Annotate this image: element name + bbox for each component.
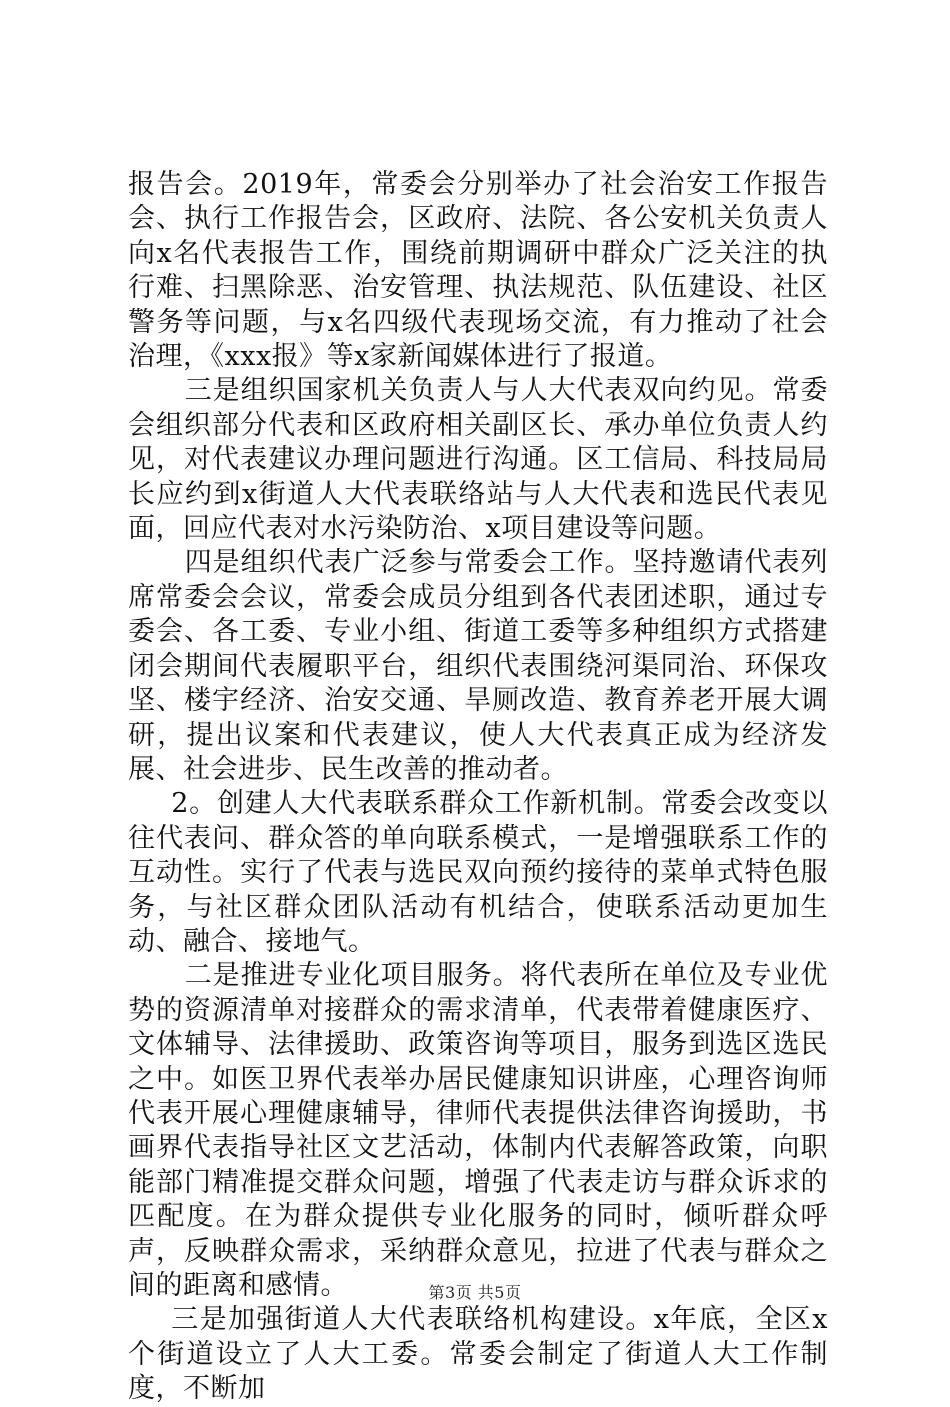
paragraph-1: 报告会。2019年，常委会分别举办了社会治安工作报告会、执行工作报告会，区政府、法院、各公安机关负责人向x名代表报告工作，围绕前期调研中群众广泛关注的执行难、扫黑除恶、治安管理、执法规范、队伍建设、社区警务等问题，与x名四级代表现场交流，有力推动了社会治理，《xxx报》等x家新闻媒体进行了报道。 [128, 169, 828, 373]
paragraph-4: 2。创建人大代表联系群众工作新机制。常委会改变以往代表问、群众答的单向联系模式，一是增强联系工作的互动性。实行了代表与选民双向预约接待的菜单式特色服务，与社区群众团队活动有机结合，使联系活动更加生动、融合、接地气。 [128, 788, 828, 957]
paragraph-2: 三是组织国家机关负责人与人大代表双向约见。常委会组织部分代表和区政府相关副区长、承办单位负责人约见，对代表建议办理问题进行沟通。区工信局、科技局局长应约到x街道人大代表联络站与人大代表和选民代表见面，回应代表对水污染防治、x项目建设等问题。 [128, 375, 828, 545]
paragraph-3: 四是组织代表广泛参与常委会工作。坚持邀请代表列席常委会会议，常委会成员分组到各代表团述职，通过专委会、各工委、专业小组、街道工委等多种组织方式搭建闭会期间代表履职平台，组织代表围绕河渠同治、环保攻坚、楼宇经济、治安交通、旱厕改造、教育养老开展大调研，提出议案和代表建议，使人大代表真正成为经济发展、社会进步、民生改善的推动者。 [128, 547, 828, 785]
paragraph-6: 三是加强街道人大代表联络机构建设。x年底，全区x个街道设立了人大工委。常委会制定了街道人大工作制度，不断加 [128, 1304, 828, 1405]
document-body [128, 168, 828, 1407]
page-footer: 第3页 共5页 [428, 1283, 522, 1302]
paragraph-5: 二是推进专业化项目服务。将代表所在单位及专业优势的资源清单对接群众的需求清单，代表带着健康医疗、文体辅导、法律援助、政策咨询等项目，服务到选区选民之中。如医卫界代表举办居民健康知识讲座，心理咨询师代表开展心理健康辅导，律师代表提供法律咨询援助，书画界代表指导社区文艺活动，体制内代表解答政策，向职能部门精准提交群众问题，增强了代表走访与群众诉求的匹配度。在为群众提供专业化服务的同时，倾听群众呼声，反映群众需求，采纳群众意见，拉进了代表与群众之间的距离和感情。 [128, 960, 828, 1301]
